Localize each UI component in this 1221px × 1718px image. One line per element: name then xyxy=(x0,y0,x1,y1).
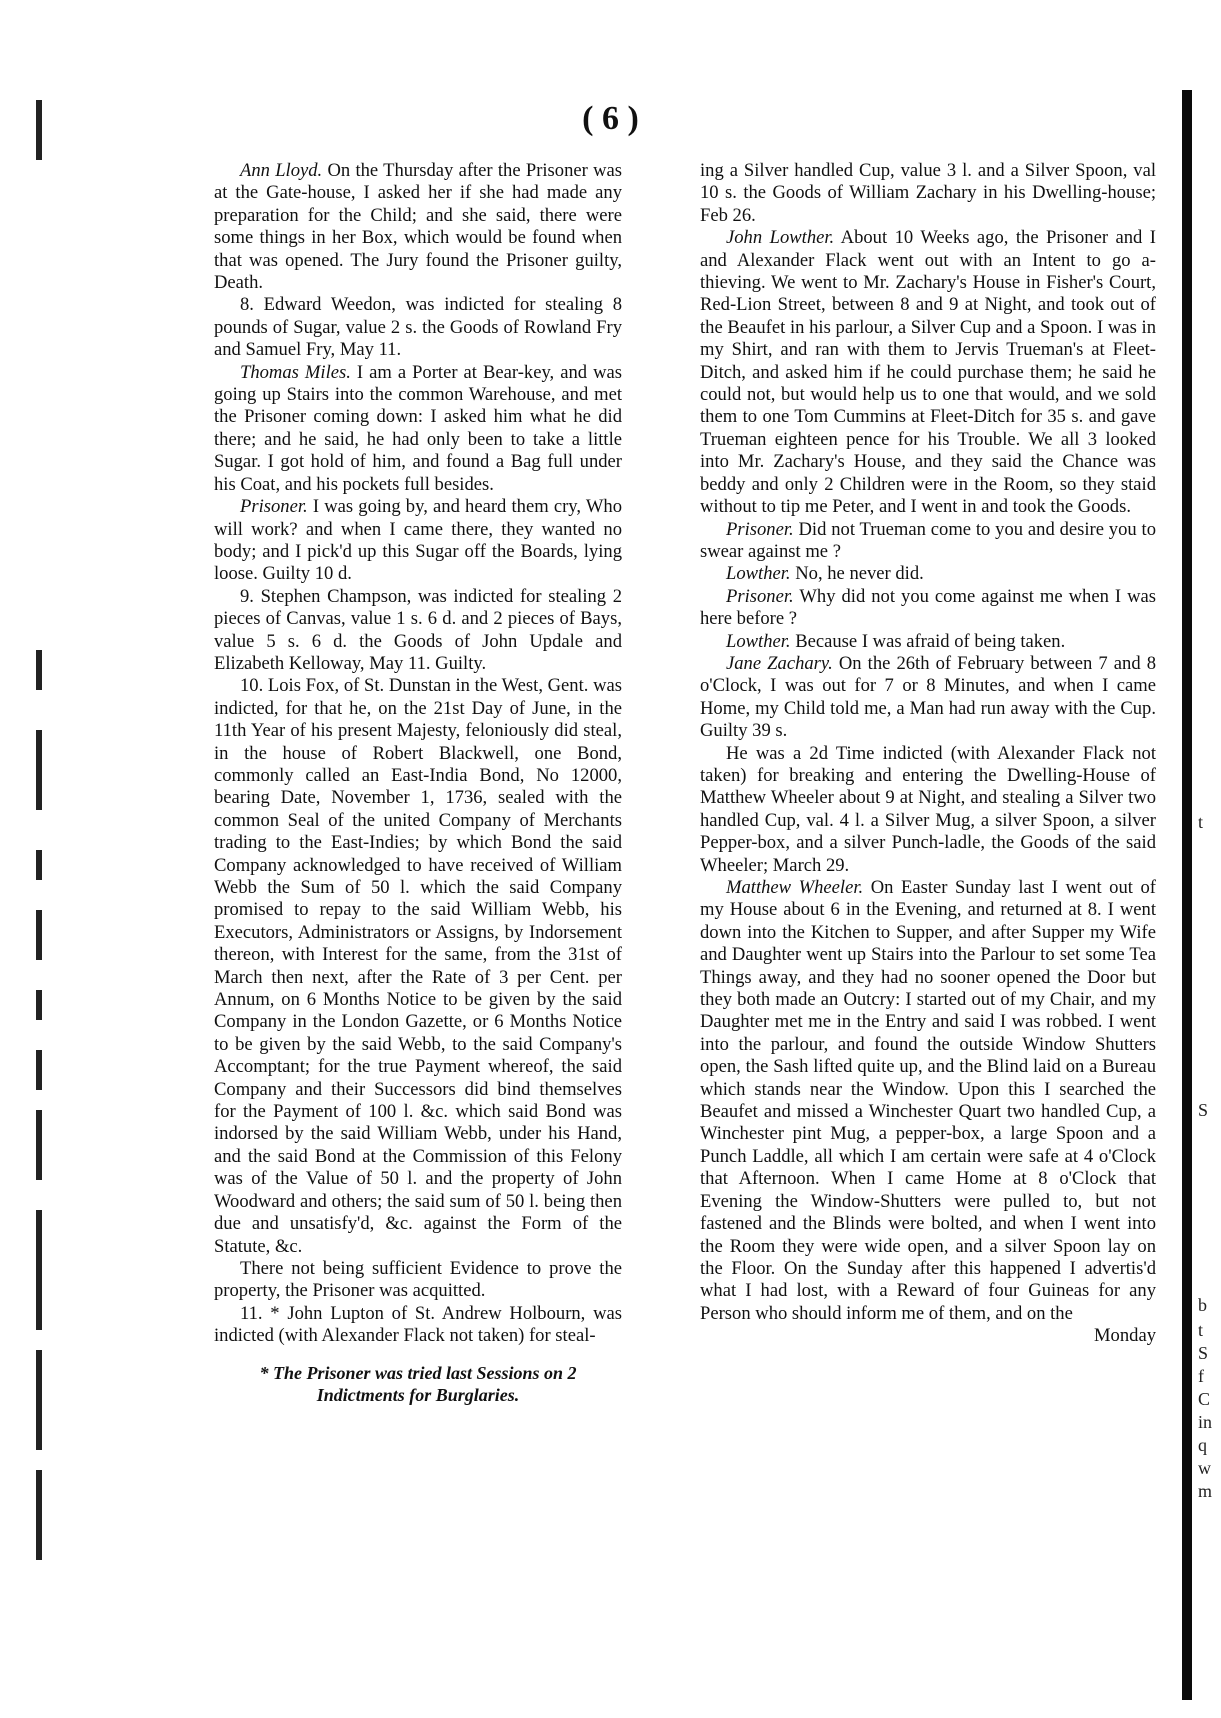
left-column xyxy=(214,160,622,1406)
paragraph: Ann Lloyd. On the Thursday after the Prisoner was at the Gate-house, I asked her if she had made any preparation for the Child; and she said, there were some things in her Box, which would be found when that was opened. The Jury found the Prisoner guilty, Death. xyxy=(214,160,623,294)
paragraph: He was a 2d Time indicted (with Alexander Flack not taken) for breaking and entering the Dwelling-House of Matthew Wheeler about 9 at Night, and stealing a Silver two handled Cup, val. 4 l. a Silver Mug, a silver Spoon, a silver Pepper-box, and a silver Punch-ladle, the Goods of the said Wheeler; March 29. xyxy=(700,742,1156,876)
paragraph: 10. Lois Fox, of St. Dunstan in the West, Gent. was indicted, for that he, on the 21st Day of June, in the 11th Year of his present Majesty, feloniously did steal, in the house of Robert Blackwell, one Bond, commonly called an East-India Bond, No 12000, bearing Date, November 1, 1736, sealed with the common Seal of the united Company of Merchants trading to the East-Indies; by which Bond the said Company acknowledged to have received of William Webb the Sum of 50 l. which the said Company promised to repay to the said William Webb, his Executors, Administrators or Assigns, by Indorsement thereon, with Interest for the same, from the 31st of March then next, after the Rate of 3 per Cent. per Annum, on 6 Months Notice to be given by the said Company in the London Gazette, or 6 Months Notice to be given by the said Webb, to the said Company's Accomptant; for the true Payment whereof, the said Company and their Successors did bind themselves for the Payment of 100 l. &c. which said Bond was indorsed by the said William Webb, under his Hand, and the said Bond at the Commission of this Felony was of the Value of 50 l. and the property of John Woodward and others; the said sum of 50 l. being then due and unsatisfy'd, &c. against the Form of the Statute, &c. xyxy=(214,675,622,1257)
paragraph: Prisoner. Why did not you come against me when I was here before ? xyxy=(700,585,1156,630)
page-number: ( 6 ) xyxy=(582,100,639,137)
paragraph: There not being sufficient Evidence to prove the property, the Prisoner was acquitted. xyxy=(214,1257,622,1302)
right-column xyxy=(700,160,1156,1348)
bleed-letter: m xyxy=(1198,1481,1213,1501)
left-scan-edge xyxy=(30,90,56,1590)
paragraph: Matthew Wheeler. On Easter Sunday last I went out of my House about 6 in the Evening, and returned at 8. I went down into the Kitchen to Supper, and after Supper my Wife and Daughter went up Stairs into the Parlour to set some Tea Things away, and they had no sooner opened the Door but they both made an Outcry: I started out of my Chair, and my Daughter met me in the Entry and said I was robbed. I went into the parlour, and found the outside Window Shutters open, the Sash lifted quite up, and the Blind laid on a Bureau which stands near the Window. Upon this I searched the Beaufet and missed a Winchester Quart two handled Cup, a Winchester pint Mug, a pepper-box, a large Spoon and a Punch Laddle, all which I am certain were safe at 4 o'Clock that Afternoon. When I came Home at 8 o'Clock that Evening the Window-Shutters were pulled to, but not fastened and the Blinds were bolted, and when I went into the Room they were wide open, and a silver Spoon lay on the Floor. On the Sunday after this happened I advertis'd what I had lost, with a Reward of four Guineas for any Person who should inform me of them, and on the xyxy=(700,877,1156,1324)
paragraph: Jane Zachary. On the 26th of February between 7 and 8 o'Clock, I was out for 7 or 8 Minutes, and when I came Home, my Child told me, a Man had run away with the Cup. Guilty 39 s. xyxy=(700,652,1156,742)
paragraph: 8. Edward Weedon, was indicted for stealing 8 pounds of Sugar, value 2 s. the Goods of Rowland Fry and Samuel Fry, May 11. xyxy=(214,294,622,361)
bleed-letter: t xyxy=(1198,1320,1204,1340)
paragraph: Prisoner. Did not Trueman come to you and desire you to swear against me ? xyxy=(700,518,1156,562)
bleed-letter: t xyxy=(1198,812,1204,832)
bleed-letter: q xyxy=(1198,1435,1207,1455)
paragraph: ing a Silver handled Cup, value 3 l. and a Silver Spoon, val 10 s. the Goods of William Zachary in his Dwelling-house; Feb 26. xyxy=(700,160,1156,226)
paragraph: Thomas Miles. I am a Porter at Bear-key, and was going up Stairs into the common Warehouse, and met the Prisoner coming down: I asked him what he did there; and he said, he had only been to take a little Sugar. I got hold of him, and found a Bag full under his Coat, and his pockets full besides. xyxy=(214,361,622,495)
bleed-letter: w xyxy=(1198,1458,1211,1478)
bleed-letter: in xyxy=(1198,1412,1213,1432)
paragraph: Lowther. Because I was afraid of being taken. xyxy=(726,630,1066,652)
bleed-letter: S xyxy=(1198,1100,1209,1120)
bleed-letter: b xyxy=(1198,1295,1207,1315)
bleed-letter: S xyxy=(1198,1343,1209,1363)
paragraph: John Lowther. About 10 Weeks ago, the Prisoner and I and Alexander Flack went out with an Intent to go a-thieving. We went to Mr. Zachary's House in Fisher's Court, Red-Lion Street, between 8 and 9 at Night, and took out of the Beaufet in his parlour, a Silver Cup and a Spoon. I was in my Shirt, and ran with them to Jervis Trueman's at Fleet-Ditch, and asked him if he could purchase them; he said he could not, but would help us to one that would, and we sold them to one Tom Cummins at Fleet-Ditch for 35 s. and gave Trueman eighteen pence for his Trouble. We all 3 looked into Mr. Zachary's House, and they said the Chance was beddy and only 2 Children were in the Room, so they staid without to tip me Peter, and I went in and took the Goods. xyxy=(700,227,1156,518)
bleed-letter: C xyxy=(1198,1389,1211,1409)
catchword: Monday xyxy=(1094,1325,1156,1347)
paragraph: 9. Stephen Champson, was indicted for stealing 2 pieces of Canvas, value 1 s. 6 d. and 2 pieces of Bays, value 5 s. 6 d. the Goods of John Updale and Elizabeth Kelloway, May 11. Guilty. xyxy=(214,585,622,674)
bleed-letter: f xyxy=(1198,1366,1204,1386)
paragraph: 11. * John Lupton of St. Andrew Holbourn, was indicted (with Alexander Flack not taken) for steal- xyxy=(214,1302,622,1347)
right-scan-edge xyxy=(1182,90,1192,1700)
paragraph: Lowther. No, he never did. xyxy=(726,563,924,585)
footnote: * The Prisoner was tried last Sessions on 2 Indictments for Burglaries. xyxy=(259,1362,577,1405)
paragraph: Prisoner. I was going by, and heard them cry, Who will work? and when I came there, they wanted no body; and I pick'd up this Sugar off the Boards, lying loose. Guilty 10 d. xyxy=(214,496,622,585)
